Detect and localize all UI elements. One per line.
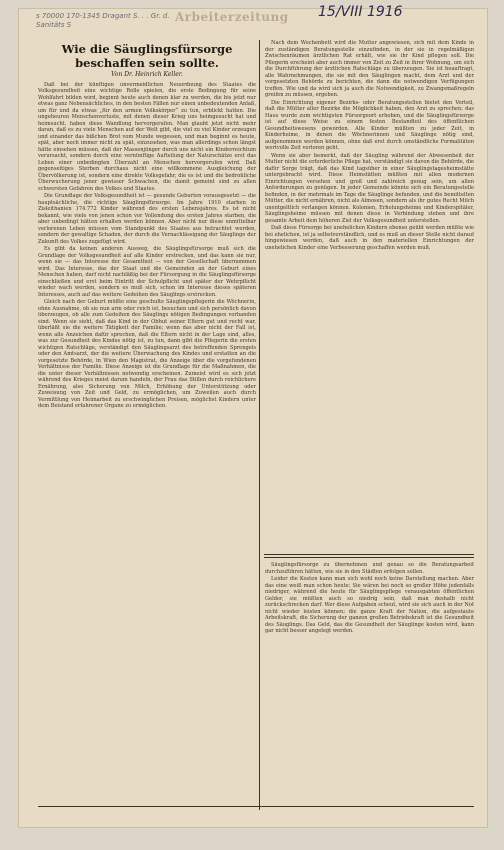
section-rule [264,554,474,555]
handwritten-date: 15/VIII 1916 [318,4,403,20]
article-column-1 [38,40,256,806]
article-byline: Von Dr. Heinrich Keller. [111,71,183,78]
article-column-2 [265,40,474,550]
article-title: Wie die Säuglingsfürsorge beschaffen sein sollte. [61,42,233,70]
paragraph: Daß diese Fürsorge bei unehelichen Kindern ebenso geübt werden müßte wie bei ehelichen, ist ja selbstverständlich, und es muß an dieser Stelle nicht darauf hingewiesen werden, daß auch in den materiellen Einrichtungen der unehelichen Kinder eine Verbesserung geschaffen werden muß. [265,225,474,251]
article-column-2-lower [265,562,474,804]
paragraph: Die Grundlage der Volksgesundheit ist — gesunde Geburten vorausgesetzt — die hauptsächliche, die richtige Säuglingsfürsorge. Im Jahre 1910 starben in Zisleithanien 174.772 Kinder während des ersten Lebensjahres. Es ist nicht bekannt, wie viele von jenen schon vor Vollendung des ersten Jahres starben, die aber unbedingt hätten erhalten werden können. Aber nicht nur diese unmittelbar verlorenen Leben müssen vom Standpunkt des Staates aus betrachtet werden, sondern der gewaltige Schaden, der durch die Vernachlässigung der Säuglinge der Zukunft des Volkes zugefügt wird. [38,193,256,245]
newspaper-name: Arbeiterzeitung [175,10,289,24]
paragraph: Die Einrichtung eigener Bezirks- oder Beratungsstellen bietet den Vorteil, daß die Mütter aller Bezirke die Möglichkeit haben, den Arzt zu sprechen; das Haus wurde zum wichtigsten Fürsorgeort erhoben, und die Säuglingsfürsorge ist auf diese Weise zu einem festen Bestandteil des öffentlichen Gesundheitswesens geworden. Alle Kinder müßten zu jeder Zeit, in Kinderheime, in denen die Wöchnerinnen und Säuglinge nötig sind, aufgenommen werden können, ohne daß erst durch umständliche Formalitäten wertvolle Zeit verloren geht. [265,99,474,151]
paragraph: Daß bei der künftigen unvermeidlichen Neuordnung des Staates die Volksgesundheit eine wichtige Rolle spielen, die erste Bedingung für seine Wohlfahrt bilden wird, beginnt heute auch denen klar zu werden, die bis jetzt nur etwas ganz Nebensächliches, in den besten Fällen nur einen unbedeutenden Anlaß, um für und da etwas „für den armen Volkskörper“ zu tun, erblickt hatten. Die ungeheuren Menschenverluste, mit denen dieser Krieg uns heimgesucht hat und heimsucht, haben diese Wandlung hervorgerufen. Man glaubt jetzt nicht mehr daran, daß es zu viele Menschen auf der Welt gibt, die viel zu viel Kinder erzeugen und einander das bißchen Brot vom Munde wegessen, und man beginnt es heute, spät, aber noch immer nicht zu spät, einzusehen, was man allerdings schon längst hätte einsehen müssen, daß der Massenjünger durch uns nicht ein Kinderreichtum verursacht, sondern durch eine vernünftige Aufteilung der Naturschätze erst das Leben einer unbedingten Überzahl an Menschen hervorgerufen wird. Daß gegenseitiges Sterben durchaus nicht eine willkommene Ausgleichung der Übervölkerung ist, sondern eine direkte Volksgefahr, die es ist und die bedrohliche Überwucherung jener gewisser Schwachen, die damit gemeint sind zu allen schwersten Gefahren des Volkes und Staates. [38,81,256,192]
paragraph: Leider die Kosten kann man sich wohl noch keine Darstellung machen. Aber das eine weiß man schon heute: Sie wären bei noch so großer Höhe jedenfalls niedriger, während die heute für Säuglingspflege verausgabten öffentlichen Gelder, sie müßten auch so niedrig sein, daß man deshalb nicht zurückschrecken darf. Wer diese Aufgaben scheut, wird sie sich auch in der Not nicht wieder leisten können; die ganze Kraft der Nation, die aufgestaute Arbeitskraft, die Sicherung der ganzen großen Betriebskraft ist die Gesundheit des Säuglings. Das Geld, das die Gesundheit der Säuglinge kosten wird, kann gar nicht besser angelegt werden. [265,576,474,634]
bottom-rule [38,806,474,807]
column-divider [259,40,260,810]
section-rule-lower [264,557,474,558]
paragraph: Gleich nach der Geburt müßte eine geschulte Säuglingspflegerin die Wöchnerin, ohne Ausnahme, ob sie nun arm oder reich ist, besuchen und sich persönlich davon überzeugen, ob alle zum Gedeihen des Säuglings nötigen Bedingungen vorhanden sind. Wenn sie sieht, daß das Kind in der Obhut seiner Eltern gut und recht war, überläßt sie die weitere Tätigkeit der Familie; wenn das aber nicht der Fall ist, wenn alle Anzeichen dafür sprechen, daß die Eltern nicht in der Lage sind, alles, was zur Gesundheit des Kindes nötig ist, zu tun, dann gibt die Pflegerin die ersten wichtigen Ratschläge, verständigt den Säuglingsarzt des betreffenden Sprengels oder den Amtsarzt, der die weitere Überwachung des Kindes und erstatten an die vorgesetzte Behörde, in Wien den Magistrat, die Anzeige über die vorgefundenen Verhältnisse der Familie. Diese Anzeige ist die Grundlage für die Maßnahmen, die die unter dieser Verhältnissen notwendig erscheinen. Zumeist wird es sich jetzt während des Krieges meist darum handeln, der Frau das Stillen durch reichlichere Ernährung, also Sicherung von Milch, Erhöhung der Unterstützung oder Zuweisung von Zeit und Geld, zu ermöglichen, um Zuweilen auch durch Vermittlung von Heimarbeit zu erschwinglichen Preisen, möglichst Kindern unter dem Beistand erfahrener Organe zu ermöglichen. [38,299,256,409]
paragraph: Säuglingsfürsorge zu übernehmen und genau so die Beratungsarbeit durchzuführen hätten, wie sie in den Städten erfolgen sollen. [265,562,474,575]
paragraph: Wenn sie aber bemerkt, daß der Säugling während der Abwesenheit der Mutter nicht die erforderliche Pflege hat, verständigt sie davon die Behörde, die dafür Sorge trägt, daß das Kind tagsüber in einer Säuglingstagesheimstätte untergebracht wird. Diese Heimstätten müßten mit allen modernen Einrichtungen versehen und groß und zahlreich genug sein, um allen Anforderungen zu genügen. In jeder Gemeinde könnte sich ein Beratungsstelle befinden, in der mehrmals im Tage die Säuglinge befunden, und die bemittelten Mütter, die nicht ernähren, nicht als Almosen, sondern als ihr gutes Recht Milch unentgeltlich verlangen können. Kolonien, Erholungsheime und Kinderspitäler, Säuglingsheime müssen mit denen diese in Verbindung stehen und ihre gesamte Arbeit dem höheren Ziel der Volksgesundheit unterstellen. [265,152,474,224]
paragraph: Nach dem Wochenbett wird die Mutter angewiesen, sich mit dem Kinde in der zuständigen Beratungsstelle einzufinden, in der sie in regelmäßigen Zwischenräumen ärztlichen Rat erhält, wie sie ihr Kind pflegen soll. Die Pflegerin erscheint aber auch immer von Zeit zu Zeit in ihrer Wohnung, um sich die Durchführung der ärztlichen Ratschläge zu überzeugen. Sie ist beauftragt, alle Wahrnehmungen, die sie mit den Säuglingen macht, dem Arzt und der vorgesetzten Behörde zu berichten, die dann die notwendigen Verfügungen treffen. Wie und da wird sich ja auch die Notwendigkeit, zu Zwangsmaßregeln greifen zu müssen, ergeben. [265,40,474,98]
handwritten-note: s 70000 170-1345 Dragant S. . . Gr. d. Sanitäts S [36,12,170,29]
paragraph: Es gibt da keinen anderen Ausweg, die Säuglingsfürsorge muß sich die Grundlage der Volksgesundheit auf alle Kinder erstrecken, und das kann sie nur, wenn sie — das Interesse der Gesamtheit — von der Gesellschaft übernommen wird. Das Interesse, das der Staat und die Gemeinden an der Geburt eines Menschen haben, darf nicht nachläßig bei der Fürsorgung in die Säuglingsfürsorge einschließen und erst beim Eintritt der Schulpflicht und später der Wehrpflicht wieder wach werden, sondern es muß sich, schon im Interesse dieses späteren Interesses, auch auf das weitere Gedeihen des Säuglings erstrecken. [38,246,256,298]
